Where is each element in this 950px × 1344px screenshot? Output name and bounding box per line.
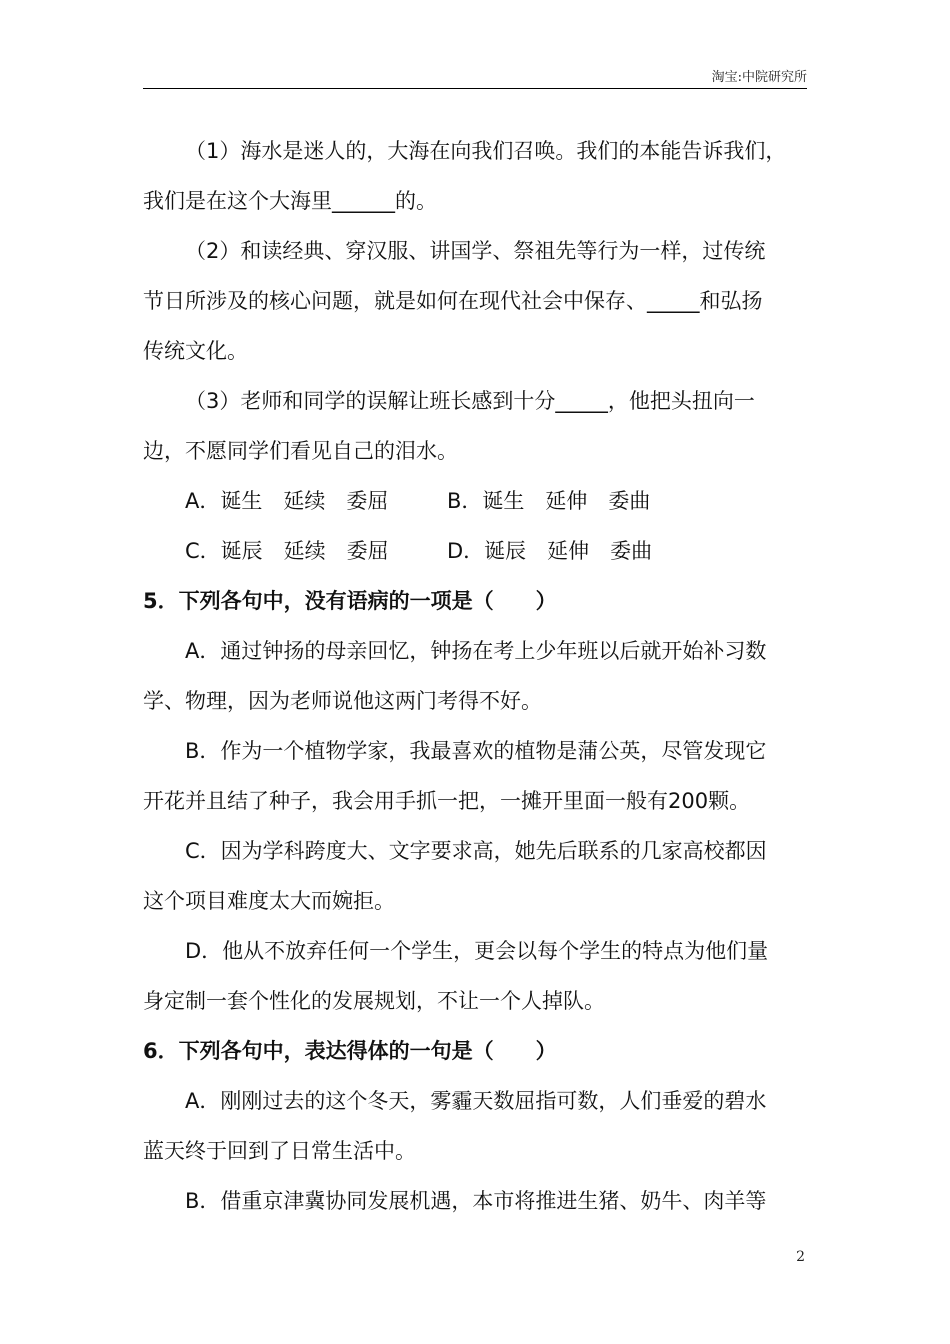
q4-item-1-line-2: 我们是在这个大海里______的。: [143, 189, 437, 213]
q5-option-b-line-2[interactable]: 开花并且结了种子，我会用手抓一把，一摊开里面一般有200颗。: [143, 789, 751, 813]
q6-option-b-line-1[interactable]: B．借重京津冀协同发展机遇，本市将推进生猪、奶牛、肉羊等: [185, 1189, 767, 1213]
q4-item-2-line-2: 节日所涉及的核心问题，就是如何在现代社会中保存、_____和弘扬: [143, 289, 763, 313]
page-header: 淘宝:中院研究所: [711, 70, 807, 85]
q5-option-d-line-2[interactable]: 身定制一套个性化的发展规划，不让一个人掉队。: [143, 989, 605, 1013]
q5-option-d-line-1[interactable]: D．他从不放弃任何一个学生，更会以每个学生的特点为他们量: [185, 939, 769, 963]
q4-item-2-line-1: （2）和读经典、穿汉服、讲国学、祭祖先等行为一样，过传统: [185, 239, 766, 263]
q6-stem: 6．下列各句中，表达得体的一句是（ ）: [143, 1039, 557, 1063]
q5-option-a-line-2[interactable]: 学、物理，因为老师说他这两门考得不好。: [143, 689, 542, 713]
q4-item-3-line-2: 边，不愿同学们看见自己的泪水。: [143, 439, 458, 463]
q4-item-1-line-1: （1）海水是迷人的，大海在向我们召唤。我们的本能告诉我们，: [185, 139, 787, 163]
q4-option-b[interactable]: B．诞生 延伸 委曲: [447, 489, 651, 513]
page-number: 2: [796, 1249, 805, 1265]
q6-option-a-line-2[interactable]: 蓝天终于回到了日常生活中。: [143, 1139, 416, 1163]
q5-option-b-line-1[interactable]: B．作为一个植物学家，我最喜欢的植物是蒲公英，尽管发现它: [185, 739, 767, 763]
q4-option-c[interactable]: C．诞辰 延续 委屈: [185, 539, 389, 563]
document-body: [143, 126, 807, 1226]
q5-stem: 5．下列各句中，没有语病的一项是（ ）: [143, 589, 557, 613]
q4-options-row-2: [143, 526, 807, 576]
q6-option-a-line-1[interactable]: A．刚刚过去的这个冬天，雾霾天数屈指可数，人们垂爱的碧水: [185, 1089, 767, 1113]
q4-option-d[interactable]: D．诞辰 延伸 委曲: [447, 539, 653, 563]
q4-option-a[interactable]: A．诞生 延续 委屈: [185, 489, 389, 513]
q4-options-row-1: [143, 476, 807, 526]
q4-item-3-line-1: （3）老师和同学的误解让班长感到十分_____，他把头扭向一: [185, 389, 755, 413]
q5-option-c-line-2[interactable]: 这个项目难度太大而婉拒。: [143, 889, 395, 913]
q5-option-c-line-1[interactable]: C．因为学科跨度大、文字要求高，她先后联系的几家高校都因: [185, 839, 767, 863]
header-rule: [143, 88, 807, 89]
q5-option-a-line-1[interactable]: A．通过钟扬的母亲回忆，钟扬在考上少年班以后就开始补习数: [185, 639, 767, 663]
q4-item-2-line-3: 传统文化。: [143, 339, 248, 363]
